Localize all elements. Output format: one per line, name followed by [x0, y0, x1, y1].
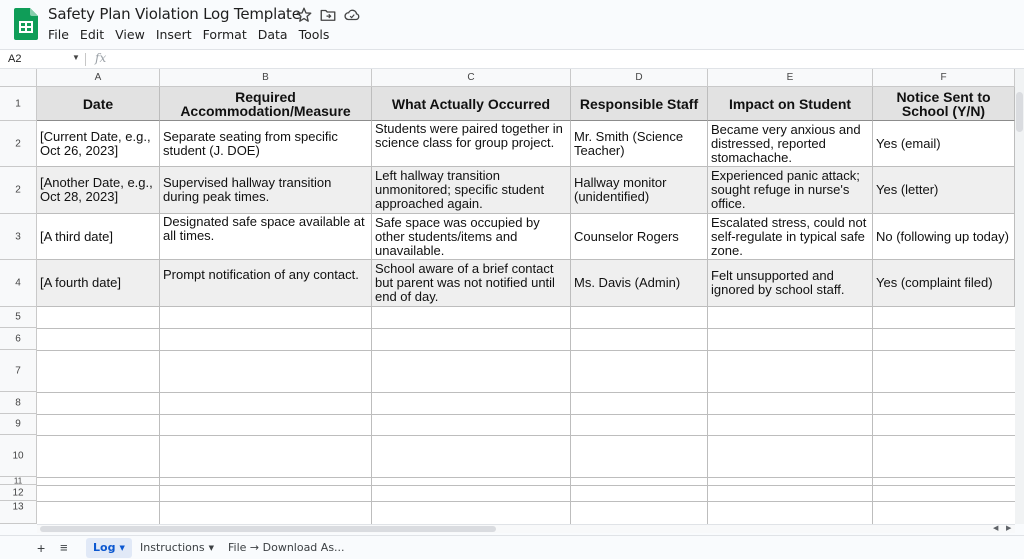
- table-cell[interactable]: Yes (email): [873, 121, 1015, 167]
- row-header[interactable]: 10: [0, 435, 37, 477]
- row-header[interactable]: 2: [0, 167, 37, 214]
- menu-format[interactable]: Format: [202, 27, 247, 42]
- header-cell-staff[interactable]: Responsible Staff: [571, 87, 708, 121]
- header-cell-notice[interactable]: Notice Sent to School (Y/N): [873, 87, 1015, 121]
- vertical-scroll-thumb[interactable]: [1016, 92, 1023, 132]
- sheet-tab-download[interactable]: [221, 538, 352, 558]
- star-icon[interactable]: [295, 6, 313, 24]
- table-cell[interactable]: No (following up today): [873, 214, 1015, 260]
- table-cell[interactable]: Separate seating from specific student (J. DOE): [160, 121, 372, 167]
- table-cell[interactable]: Counselor Rogers: [571, 214, 708, 260]
- table-cell[interactable]: School aware of a brief contact but parent was not notified until end of day.: [372, 260, 571, 307]
- table-cell[interactable]: Students were paired together in science class for group project.: [372, 121, 571, 167]
- table-cell[interactable]: Mr. Smith (Science Teacher): [571, 121, 708, 167]
- vertical-scrollbar[interactable]: [1015, 69, 1024, 524]
- header-cell-occurred[interactable]: What Actually Occurred: [372, 87, 571, 121]
- menu-bar: [48, 27, 340, 45]
- column-header-d[interactable]: D: [571, 69, 708, 87]
- sheet-tab-label: File → Download As...: [228, 541, 345, 554]
- table-cell[interactable]: Ms. Davis (Admin): [571, 260, 708, 307]
- sheet-tab-label: Instructions: [140, 541, 205, 554]
- title-bar: [0, 0, 1024, 48]
- formula-divider: [85, 53, 86, 66]
- table-cell[interactable]: Supervised hallway transition during peak times.: [160, 167, 372, 214]
- table-cell[interactable]: [A third date]: [37, 214, 160, 260]
- add-sheet-icon[interactable]: +: [37, 540, 46, 556]
- scroll-left-icon[interactable]: ◀: [993, 525, 999, 532]
- horizontal-scroll-thumb[interactable]: [40, 526, 496, 532]
- row-header[interactable]: 11: [0, 477, 37, 485]
- table-cell[interactable]: [Current Date, e.g., Oct 26, 2023]: [37, 121, 160, 167]
- menu-file[interactable]: File: [48, 27, 69, 42]
- table-cell[interactable]: Designated safe space available at all times.: [160, 214, 372, 260]
- fx-icon: fx: [95, 51, 107, 65]
- chevron-down-icon: ▼: [119, 544, 125, 552]
- column-header-f[interactable]: F: [873, 69, 1015, 87]
- row-header[interactable]: 12: [0, 485, 37, 501]
- table-cell[interactable]: Safe space was occupied by other students/items and unavailable.: [372, 214, 571, 260]
- row-header[interactable]: 3: [0, 214, 37, 260]
- table-cell[interactable]: Escalated stress, could not self-regulate in typical safe zone.: [708, 214, 873, 260]
- empty-cell-grid[interactable]: [37, 307, 1015, 524]
- table-cell[interactable]: Felt unsupported and ignored by school staff.: [708, 260, 873, 307]
- move-to-folder-icon[interactable]: [319, 6, 337, 24]
- menu-edit[interactable]: Edit: [79, 27, 105, 42]
- spreadsheet-grid: [0, 69, 1015, 524]
- row-header[interactable]: 2: [0, 121, 37, 167]
- header-cell-date[interactable]: Date: [37, 87, 160, 121]
- sheets-logo-icon[interactable]: [14, 8, 38, 40]
- formula-bar: [0, 49, 1024, 69]
- menu-insert[interactable]: Insert: [155, 27, 192, 42]
- sheet-tab-instructions[interactable]: [133, 538, 221, 558]
- table-cell[interactable]: Experienced panic attack; sought refuge in nurse's office.: [708, 167, 873, 214]
- chevron-down-icon: ▼: [208, 544, 214, 552]
- menu-tools[interactable]: Tools: [298, 27, 330, 42]
- header-cell-accommodation[interactable]: Required Accommodation/Measure: [160, 87, 372, 121]
- sheet-tab-bar: [0, 535, 1024, 559]
- table-cell[interactable]: Hallway monitor (unidentified): [571, 167, 708, 214]
- document-title[interactable]: Safety Plan Violation Log Template: [48, 5, 301, 23]
- row-header[interactable]: 13: [0, 501, 37, 524]
- column-header-e[interactable]: E: [708, 69, 873, 87]
- row-header[interactable]: 9: [0, 414, 37, 435]
- row-header[interactable]: 7: [0, 350, 37, 392]
- table-cell[interactable]: Left hallway transition unmonitored; specific student approached again.: [372, 167, 571, 214]
- cloud-saved-icon[interactable]: [343, 6, 361, 24]
- table-cell[interactable]: Yes (letter): [873, 167, 1015, 214]
- all-sheets-icon[interactable]: ≡: [60, 540, 68, 555]
- table-cell[interactable]: Became very anxious and distressed, reported stomachache.: [708, 121, 873, 167]
- column-header-b[interactable]: B: [160, 69, 372, 87]
- row-header[interactable]: 6: [0, 328, 37, 350]
- table-cell[interactable]: Yes (complaint filed): [873, 260, 1015, 307]
- menu-data[interactable]: Data: [257, 27, 288, 42]
- header-cell-impact[interactable]: Impact on Student: [708, 87, 873, 121]
- select-all-corner[interactable]: [0, 69, 37, 87]
- sheet-tab-log[interactable]: [86, 538, 132, 558]
- row-header[interactable]: 8: [0, 392, 37, 414]
- chevron-down-icon[interactable]: ▼: [72, 53, 80, 62]
- menu-view[interactable]: View: [115, 27, 145, 42]
- column-header-c[interactable]: C: [372, 69, 571, 87]
- row-header[interactable]: 1: [0, 87, 37, 121]
- column-header-a[interactable]: A: [37, 69, 160, 87]
- table-cell[interactable]: [A fourth date]: [37, 260, 160, 307]
- name-box[interactable]: A2: [8, 53, 22, 65]
- sheet-tab-label: Log: [93, 541, 116, 554]
- row-header[interactable]: 4: [0, 260, 37, 307]
- scroll-right-icon[interactable]: ▶: [1006, 525, 1012, 532]
- table-cell[interactable]: [Another Date, e.g., Oct 28, 2023]: [37, 167, 160, 214]
- row-header[interactable]: 5: [0, 307, 37, 328]
- table-cell[interactable]: Prompt notification of any contact.: [160, 260, 372, 307]
